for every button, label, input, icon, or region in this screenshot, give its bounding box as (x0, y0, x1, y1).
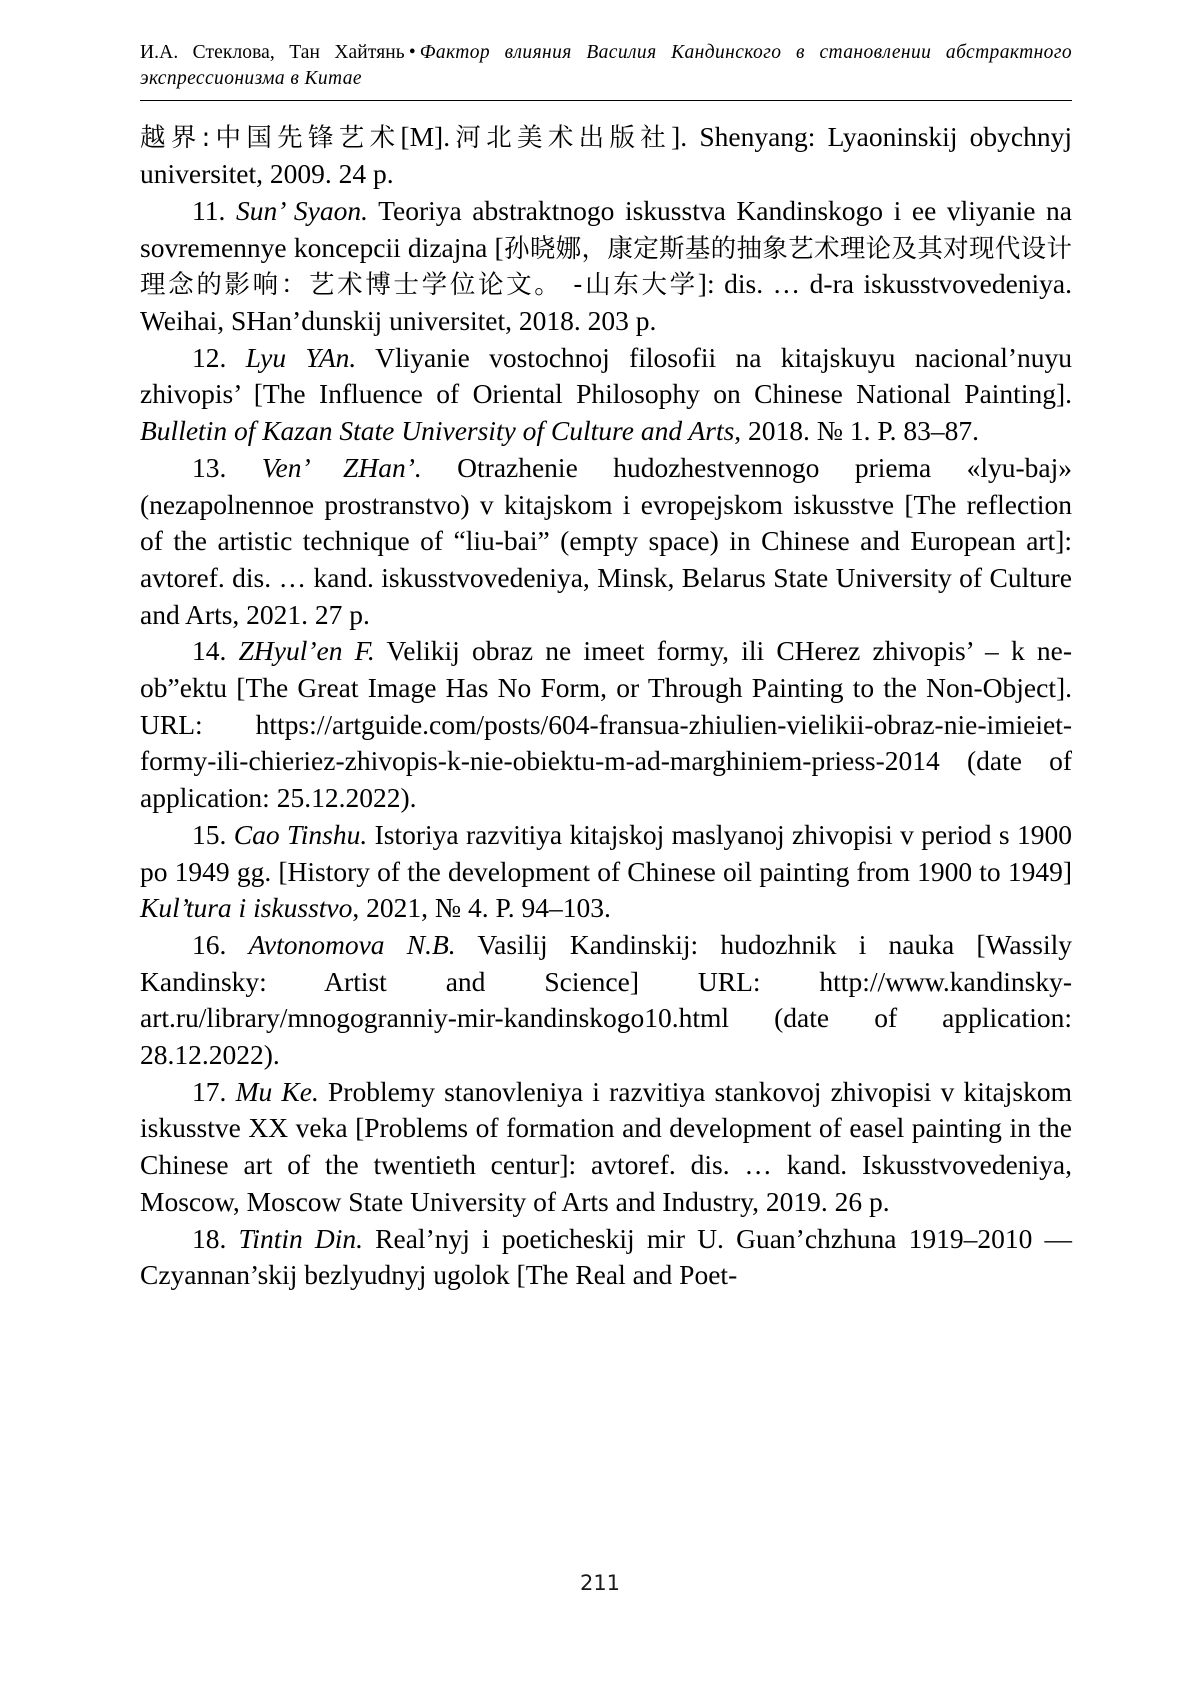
reference-continuation-tail: ]. Shenyang: Lyaoninskij obychnyj universitet, 2009. 24 p. (140, 121, 1072, 190)
reference-item-14 (140, 633, 1072, 817)
reference-number: 17. (192, 1075, 227, 1107)
reference-number: 12. (192, 341, 227, 373)
running-head (140, 40, 1072, 91)
reference-text: Problemy stanovleniya i razvitiya stankovoj zhivopisi v kitajskom iskusstve XX veka [Problems of formation and development of easel painting in the Chinese art of the twentieth centur]: avtoref. dis. … kand. Iskusstvovedeniya, Moscow, Moscow State University of Arts and Industry, 2019. 26 p. (140, 1075, 1072, 1217)
reference-text: Real’nyj i poeticheskij mir U. Guan’chzhuna 1919–2010 — Czyannan’skij bezlyudnyj ugolok [The Real and Poet- (140, 1222, 1072, 1291)
reference-source: Bulletin of Kazan State University of Culture and Arts (140, 415, 735, 447)
reference-list (140, 119, 1072, 1294)
reference-text: Teoriya abstraktnogo iskusstva Kandinskogo i ee vliyanie na sovremennye koncepcii dizajna [ (140, 194, 1073, 263)
reference-author: Ven’ ZHan’. (261, 451, 422, 483)
reference-item-15 (140, 817, 1072, 927)
reference-number: 15. (192, 818, 227, 850)
reference-number: 14. (192, 635, 227, 667)
reference-item-18 (140, 1221, 1072, 1294)
reference-item-11 (140, 193, 1072, 340)
reference-item-17 (140, 1074, 1072, 1221)
reference-author: Cao Tinshu. (233, 818, 368, 850)
reference-author: Mu Ke. (235, 1075, 319, 1107)
reference-item-12 (140, 340, 1072, 450)
reference-item-16 (140, 927, 1072, 1074)
reference-author: Lyu YAn. (245, 341, 357, 373)
reference-author: Sun’ Syaon. (235, 194, 369, 226)
reference-text-tail: , 2021, № 4. P. 94–103. (352, 892, 611, 924)
reference-text: Velikij obraz ne imeet formy, ili CHerez zhivopis’ – k ne-ob”ektu [The Great Image Has No Form, or Through Painting to the Non-Object]. URL: https://artguide.com/posts/604-fransua-zhiulien-vielikii-obraz-nie-imieiet-formy-ili-chieriez-zhivopis-k-nie-obiektu-m-ad-marghiniem-priess-2014 (date of application: 25.12.2022). (140, 635, 1073, 814)
reference-author: Tintin Din. (238, 1222, 364, 1254)
reference-continuation-cjk-lead: 越界:中国先锋艺术 (140, 123, 401, 154)
reference-author: ZHyul’en F. (238, 635, 375, 667)
reference-text: Istoriya razvitiya kitajskoj maslyanoj zhivopisi v period s 1900 po 1949 gg. [History of the development of Chinese oil painting from 1900 to 1949] (140, 818, 1072, 887)
reference-item-13 (140, 450, 1072, 634)
reference-author: Avtonomova N.B. (248, 928, 456, 960)
reference-number: 11. (192, 194, 226, 226)
running-head-title: Фактор влияния Василия Кандинского в становлении абстрактного экспрессионизма в Китае (140, 42, 1072, 89)
reference-text: Vliyanie vostochnoj filosofii na kitajskuyu nacional’nuyu zhivopis’ [The Influence of Oriental Philosophy on Chinese National Painting]. (140, 341, 1073, 410)
reference-number: 13. (192, 451, 227, 483)
reference-text: Vasilij Kandinskij: hudozhnik i nauka [Wassily Kandinsky: Artist and Science] URL: http://www.kandinsky-art.ru/library/mnogogranniy-mir-kandinskogo10.html (date of application: 28.12.2022). (140, 928, 1072, 1071)
reference-source: Kul’tura i iskusstvo (140, 892, 353, 924)
running-head-authors: И.А. Стеклова, Тан Хайтянь (140, 42, 405, 63)
reference-text-tail: ]: dis. … d-ra iskusstvovedeniya. Weihai, SHan’dunskij universitet, 2018. 203 p. (140, 268, 1072, 336)
running-head-separator: • (408, 42, 416, 63)
reference-number: 18. (192, 1222, 227, 1254)
reference-cjk-block: 孙晓娜，康定斯基的抽象艺术理论及其对现代设计理念的影响：艺术博士学位论文。 -山东大学 (140, 233, 1072, 301)
reference-continuation (140, 119, 1072, 192)
page-number: 211 (579, 1571, 621, 1595)
reference-continuation-mid: [M]. (400, 121, 451, 153)
header-divider (140, 100, 1072, 101)
reference-text-tail: , 2018. № 1. P. 83–87. (734, 415, 980, 447)
reference-number: 16. (192, 928, 227, 960)
reference-continuation-cjk-publisher: 河北美术出版社 (450, 123, 672, 154)
reference-text: Otrazhenie hudozhestvennogo priema «lyu-baj» (nezapolnennoe prostranstvo) v kitajskom i evropejskom iskusstve [The reflection of the artistic technique of “liu-bai” (empty space) in Chinese and European art]: avtoref. dis. … kand. iskusstvovedeniya, Minsk, Belarus State University of Culture and Arts, 2021. 27 p. (140, 451, 1072, 630)
